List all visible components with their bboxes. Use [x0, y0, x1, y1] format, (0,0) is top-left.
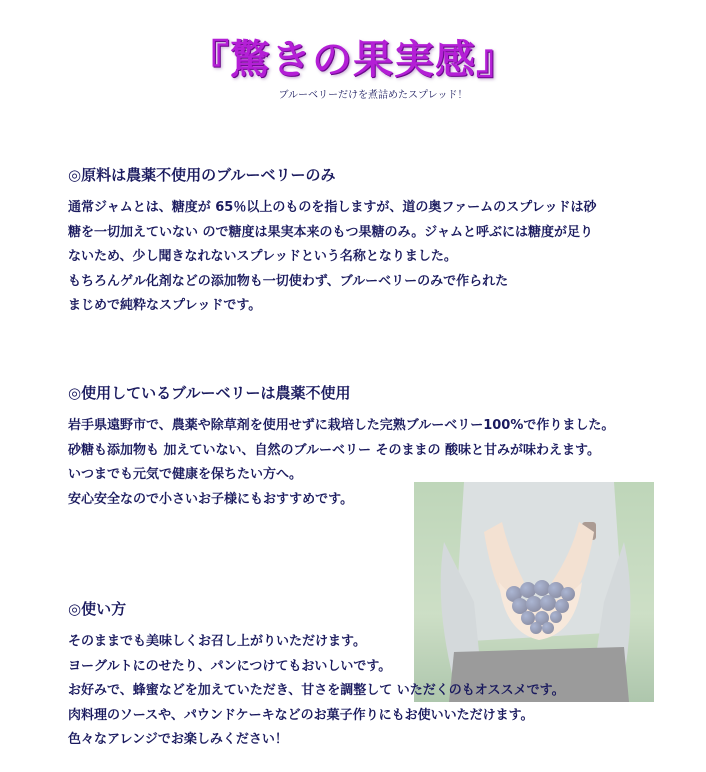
- body-line: 安心安全なので小さいお子様にもおすすめです。: [68, 491, 354, 507]
- body-line: ヨーグルトにのせたり、パンにつけてもおいしいです。: [68, 658, 392, 674]
- body-line: まじめで純粋なスプレッドです。: [68, 298, 262, 313]
- body-line: もちろんゲル化剤などの添加物も一切使わず、ブルーベリーのみで作られた: [68, 273, 509, 289]
- body-line: 肉料理のソースや、パウンドケーキなどのお菓子作りにもお使いいただけます。: [68, 707, 534, 723]
- section-heading-usage: ◎使い方: [68, 600, 127, 618]
- section-heading-ingredients: ◎原料は農薬不使用のブルーベリーのみ: [68, 166, 336, 184]
- body-line: 砂糖も添加物も 加えていない、自然のブルーベリー そのままの 酸味と甘みが味わえます。: [68, 442, 601, 458]
- body-line: そのままでも美味しくお召し上がりいただけます。: [68, 634, 366, 649]
- body-line: 糖を一切加えていない ので糖度は果実本来のもつ果糖のみ。ジャムと呼ぶには糖度が足り: [68, 224, 594, 240]
- body-line: 色々なアレンジでお楽しみください！: [68, 732, 288, 747]
- page-subtitle: ブルーベリーだけを煮詰めたスプレッド！: [278, 90, 468, 101]
- body-line: いつまでも元気で健康を保ちたい方へ。: [68, 467, 303, 482]
- section-heading-blueberry: ◎使用しているブルーベリーは農薬不使用: [68, 384, 351, 402]
- body-line: お好みで、蜂蜜などを加えていただき、甘さを調整して いただくのもオススメです。: [68, 683, 565, 698]
- page-title: 『驚きの果実感』: [189, 37, 517, 83]
- section-body-ingredients: [68, 196, 596, 319]
- section-body-usage: [68, 630, 565, 753]
- body-line: 岩手県遠野市で、農薬や除草剤を使用せずに栽培した完熟ブルーベリー100%で作りました。: [68, 418, 615, 433]
- body-line: 通常ジャムとは、糖度が 65％以上のものを指しますが、道の奥ファームのスプレッドは砂: [68, 200, 597, 215]
- body-line: ないため、少し聞きなれないスプレッドという名称となりました。: [68, 249, 457, 264]
